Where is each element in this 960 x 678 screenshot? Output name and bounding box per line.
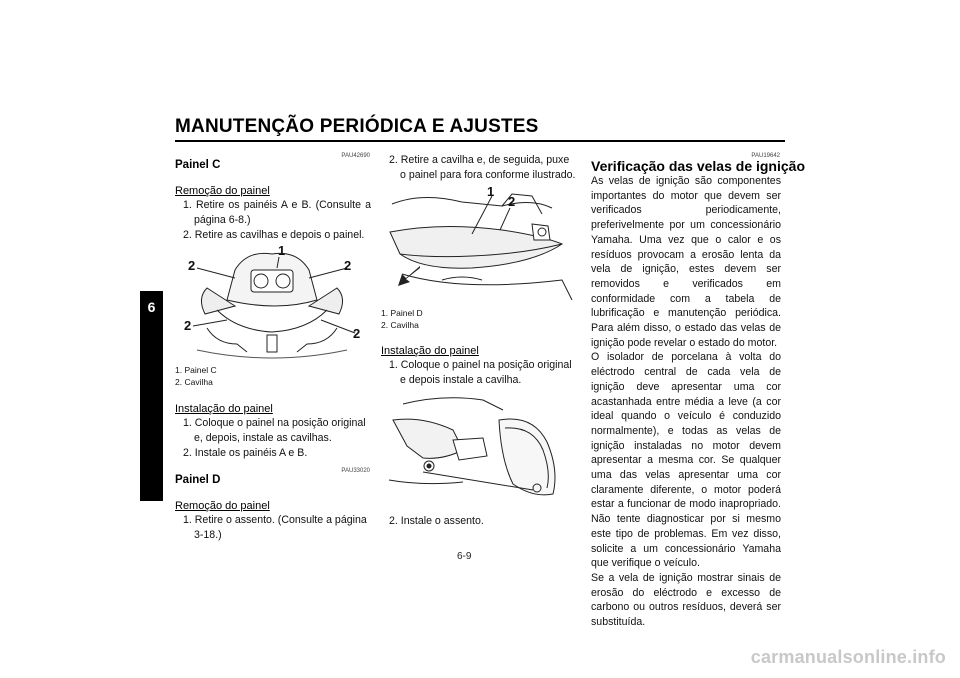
page-number: 6-9 [457,551,472,562]
step-list [175,198,371,242]
section-code: PAU33020 [341,468,370,474]
watermark: carmanualsonline.info [750,647,946,667]
caption-line: 1. Painel D [381,308,423,318]
section-code: PAU19642 [751,153,780,159]
chapter-number: 6 [147,299,156,315]
subheading-instalacao: Instalação do painel [175,403,273,415]
figure-caption [175,364,217,388]
step-list [381,514,576,529]
figure-label: 2 [508,194,516,209]
body-paragraph: Se a vela de ignição mostrar sinais de erosão do eléctrodo e excesso de carbono ou outros resíduos, deverá ser substituída. [591,571,781,629]
step-item: 1. Coloque o painel na posição original e depois instale a cavilha. [389,359,572,386]
figure-label: 1 [278,243,286,258]
chapter-tab [140,291,163,501]
subheading-remocao: Remoção do painel [175,500,270,512]
page-title: MANUTENÇÃO PERIÓDICA E AJUSTES [175,116,539,137]
section-heading-painel-d: Painel D [175,474,221,486]
figure-panel-c [177,240,369,362]
body-paragraph: O isolador de porcelana à volta do eléctrodo central de cada vela de ignição deve apresentar uma cor acastanhada entre média a leve (a cor ideal quando o veículo é conduzido normalmente), e todas as velas de ignição instaladas no motor devem apresentar a mesma cor. Se qualquer uma das velas apresentar uma cor claramente diferente, o motor poderá estar a funcionar de modo inapropriado. Não tente diagnosticar por si mesmo este tipo de problemas. Em vez disso, solicite a um concessionário Yamaha que verifique o veículo. [591,351,781,570]
title-rule [175,140,785,142]
caption-line: 2. Cavilha [381,320,419,330]
step-item: 2. Retire as cavilhas e depois o painel. [183,228,365,241]
step-item: 1. Retire os painéis A e B. (Consulte a página 6-8.) [183,199,371,226]
figure-label: 2 [353,326,361,341]
figure-label: 2 [184,318,192,333]
step-list [381,153,576,183]
section-code: PAU42690 [341,153,370,159]
step-item: 1. Retire o assento. (Consulte a página 3-18.) [183,514,367,541]
figure-install-panel [383,390,578,508]
caption-line: 2. Cavilha [175,377,213,387]
body-text-block [591,174,781,630]
step-list [381,358,576,388]
step-list [175,513,371,543]
section-heading-velas: Verificação das velas de ignição [591,158,805,174]
step-item: 2. Instale o assento. [389,515,484,527]
figure-panel-d [382,184,577,304]
figure-label: 2 [344,258,352,273]
step-list [175,416,371,460]
figure-caption [381,307,423,331]
subheading-instalacao: Instalação do painel [381,345,479,357]
section-heading-painel-c: Painel C [175,159,221,171]
subheading-remocao: Remoção do painel [175,185,270,197]
body-paragraph: As velas de ignição são componentes importantes do motor que devem ser verificados periodicamente, preferivelmente por um concessionário Yamaha. Uma vez que o calor e os resíduos provocam a erosão lenta da vela de ignição, estes devem ser removidos e verificados em conformidade com a tabela de lubrificação e manutenção periódica. Para além disso, o estado das velas de ignição pode revelar o estado do motor. [591,175,781,349]
figure-label: 1 [487,184,495,199]
figure-label: 2 [188,258,196,273]
step-item: 2. Instale os painéis A e B. [183,446,308,459]
caption-line: 1. Painel C [175,365,217,375]
step-item: 2. Retire a cavilha e, de seguida, puxe o painel para fora conforme ilustrado. [389,154,576,181]
step-item: 1. Coloque o painel na posição original e, depois, instale as cavilhas. [183,417,366,444]
